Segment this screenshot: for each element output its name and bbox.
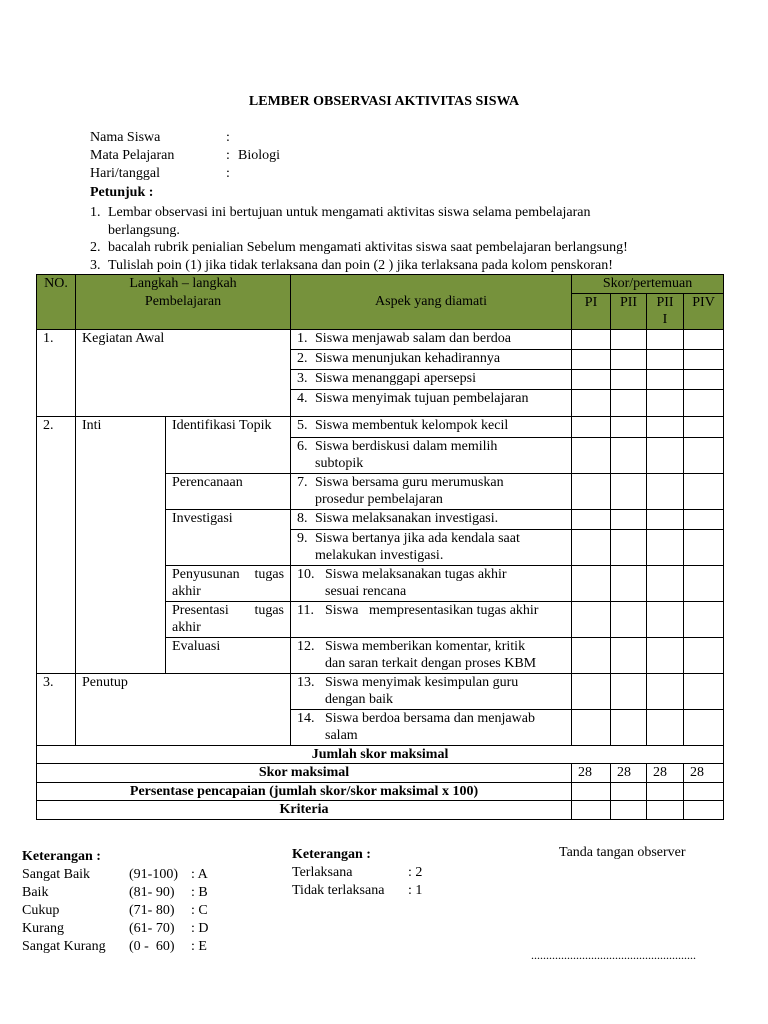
grading-row (22, 920, 209, 938)
header-p3-line: PII (656, 294, 674, 310)
aspect-cell (291, 509, 572, 529)
aspect-text (325, 674, 518, 709)
table-row (37, 673, 724, 709)
grade-label: Cukup (22, 903, 60, 918)
score-cell[interactable] (572, 329, 611, 349)
score-cell[interactable] (611, 637, 647, 673)
aspect-cell (291, 473, 572, 509)
grading-legend (22, 848, 209, 956)
aspect-text (325, 638, 536, 673)
aspect-line: Siswa bertanya jika ada kendala saat (315, 530, 520, 546)
score-cell[interactable] (611, 329, 647, 349)
aspect-text: Siswa mempresentasikan tugas akhir (325, 602, 539, 618)
substep-line: akhir (172, 584, 201, 599)
aspect-number: 1. (297, 330, 308, 346)
section-name: Penutup (76, 673, 291, 745)
score-cell[interactable] (647, 509, 684, 529)
score-cell[interactable] (611, 601, 647, 637)
score-legend-value: : 1 (408, 883, 423, 898)
info-colon: : (226, 166, 230, 181)
score-cell[interactable] (572, 637, 611, 673)
aspect-line: Siswa berdoa bersama dan menjawab (325, 710, 535, 726)
aspect-line: melakukan investigasi. (315, 548, 444, 563)
aspect-cell (291, 709, 572, 745)
grade-letter: : A (191, 867, 208, 882)
grade-range: (91-100) (129, 867, 178, 882)
aspect-number: 9. (297, 530, 308, 546)
section-number: 2. (37, 416, 76, 673)
substep-cell: Investigasi (166, 509, 291, 565)
score-legend-row (292, 864, 422, 882)
substep-cell: Perencanaan (166, 473, 291, 509)
aspect-number: 11. (297, 602, 314, 618)
aspect-number: 4. (297, 390, 308, 406)
score-legend-row (292, 882, 422, 900)
instructions-heading: Petunjuk : (90, 185, 154, 200)
aspect-line: Siswa memberikan komentar, kritik (325, 638, 526, 654)
score-cell[interactable] (572, 349, 611, 369)
score-cell[interactable] (647, 437, 684, 473)
grade-range: (81- 90) (129, 885, 175, 900)
header-aspek: Aspek yang diamati (291, 275, 572, 330)
aspect-text: Siswa menunjukan kehadirannya (315, 350, 501, 366)
score-legend-value: : 2 (408, 865, 423, 880)
score-cell[interactable] (611, 565, 647, 601)
score-cell[interactable] (572, 782, 611, 801)
substep-cell: Identifikasi Topik (166, 416, 291, 473)
score-cell[interactable] (684, 565, 724, 601)
score-cell[interactable] (572, 565, 611, 601)
aspect-text: Siswa menyimak tujuan pembelajaran (315, 390, 529, 406)
score-cell[interactable] (572, 369, 611, 389)
aspect-cell (291, 329, 572, 349)
aspect-line: Siswa berdiskusi dalam memilih (315, 438, 498, 454)
skor-maksimal-value: 28 (572, 764, 611, 783)
instruction-line: bacalah rubrik penialian Sebelum mengamati aktivitas siswa saat pembelajaran berlangsung! (108, 240, 628, 255)
info-colon: : (226, 130, 230, 145)
grading-row (22, 938, 209, 956)
signature-line[interactable]: ....................................................... (531, 948, 696, 962)
score-legend-label: Tidak terlaksana (292, 883, 385, 898)
header-p3 (647, 293, 684, 329)
aspect-text: Siswa membentuk kelompok kecil (315, 417, 509, 433)
score-cell[interactable] (647, 565, 684, 601)
score-cell[interactable] (684, 673, 724, 709)
header-skor: Skor/pertemuan (572, 275, 724, 294)
header-langkah (76, 275, 291, 330)
info-row-date (90, 165, 280, 183)
aspect-number: 14. (297, 710, 315, 726)
grading-row (22, 902, 209, 920)
table-row (37, 416, 724, 437)
aspect-cell (291, 565, 572, 601)
aspect-text (325, 710, 535, 745)
skor-maksimal-label: Skor maksimal (37, 764, 572, 783)
grading-row (22, 866, 209, 884)
observation-table (36, 274, 724, 820)
aspect-line: dengan baik (325, 692, 394, 707)
aspect-line: sesuai rencana (325, 584, 407, 599)
score-cell[interactable] (611, 389, 647, 416)
instruction-number: 2. (90, 240, 101, 255)
aspect-number: 5. (297, 417, 308, 433)
instruction-number: 3. (90, 257, 101, 273)
aspect-cell (291, 389, 572, 416)
score-cell[interactable] (611, 673, 647, 709)
grade-letter: : D (191, 921, 209, 936)
student-info (90, 129, 280, 183)
score-cell[interactable] (647, 473, 684, 509)
score-cell[interactable] (684, 473, 724, 509)
score-cell[interactable] (611, 509, 647, 529)
header-p1: PI (572, 293, 611, 329)
score-cell[interactable] (611, 369, 647, 389)
aspect-cell (291, 416, 572, 437)
aspect-number: 3. (297, 370, 308, 386)
score-cell[interactable] (647, 782, 684, 801)
instruction-item (90, 239, 690, 257)
score-cell[interactable] (611, 801, 647, 820)
table-row-jumlah (37, 745, 724, 764)
aspect-line: subtopik (315, 456, 364, 471)
aspect-number: 7. (297, 474, 308, 490)
grade-label: Kurang (22, 921, 64, 936)
grade-label: Baik (22, 885, 49, 900)
substep-line: akhir (172, 620, 201, 635)
aspect-number: 2. (297, 350, 308, 366)
aspect-number: 13. (297, 674, 315, 690)
aspect-text: Siswa menjawab salam dan berdoa (315, 330, 511, 346)
score-cell[interactable] (684, 709, 724, 745)
header-no: NO. (37, 275, 76, 330)
score-cell[interactable] (611, 349, 647, 369)
score-cell[interactable] (572, 601, 611, 637)
aspect-text (325, 566, 507, 601)
grading-legend-title: Keterangan : (22, 849, 101, 864)
grade-letter: : B (191, 885, 208, 900)
info-row-name (90, 129, 280, 147)
score-cell[interactable] (572, 801, 611, 820)
score-cell[interactable] (647, 349, 684, 369)
aspect-number: 12. (297, 638, 315, 654)
instruction-number: 1. (90, 205, 101, 220)
score-cell[interactable] (684, 437, 724, 473)
aspect-cell (291, 673, 572, 709)
score-cell[interactable] (647, 329, 684, 349)
score-cell[interactable] (684, 349, 724, 369)
aspect-text (315, 530, 520, 565)
info-row-subject (90, 147, 280, 165)
aspect-line: Siswa bersama guru merumuskan (315, 474, 504, 490)
score-cell[interactable] (611, 529, 647, 565)
section-name: Kegiatan Awal (76, 329, 291, 416)
instruction-text (108, 204, 590, 239)
instructions-list (90, 204, 690, 274)
score-cell[interactable] (572, 673, 611, 709)
table-row (37, 329, 724, 349)
instruction-item (90, 204, 690, 239)
score-cell[interactable] (572, 529, 611, 565)
score-legend-label: Terlaksana (292, 865, 353, 880)
score-cell[interactable] (572, 389, 611, 416)
aspect-line: Siswa melaksanakan tugas akhir (325, 566, 507, 582)
score-cell[interactable] (684, 601, 724, 637)
substep-line: Penyusunan tugas (172, 566, 285, 582)
grade-letter: : E (191, 939, 207, 954)
grade-label: Sangat Kurang (22, 939, 106, 954)
aspect-line: prosedur pembelajaran (315, 492, 443, 507)
score-cell[interactable] (647, 637, 684, 673)
score-cell[interactable] (611, 473, 647, 509)
score-cell[interactable] (684, 389, 724, 416)
aspect-cell (291, 601, 572, 637)
document-title: LEMBER OBSERVASI AKTIVITAS SISWA (248, 94, 520, 109)
aspect-number: 6. (297, 438, 308, 454)
score-cell[interactable] (611, 709, 647, 745)
score-cell[interactable] (572, 473, 611, 509)
instruction-line: Tulislah poin (1) jika tidak terlaksana dan poin (2 ) jika terlaksana pada kolom penskoran! (108, 257, 613, 273)
score-cell[interactable] (611, 782, 647, 801)
signature-label: Tanda tangan observer (559, 845, 686, 860)
aspect-line: Siswa menyimak kesimpulan guru (325, 674, 519, 690)
aspect-cell (291, 529, 572, 565)
grade-letter: : C (191, 903, 208, 918)
score-legend-title: Keterangan : (292, 847, 371, 862)
header-langkah-line: Langkah – langkah (129, 276, 237, 291)
section-name: Inti (76, 416, 166, 673)
aspect-number: 10. (297, 566, 315, 582)
skor-maksimal-value: 28 (611, 764, 647, 783)
grade-range: (71- 80) (129, 903, 175, 918)
aspect-number: 8. (297, 510, 308, 526)
aspect-text: Siswa menanggapi apersepsi (315, 370, 476, 386)
header-p3-line: I (662, 312, 668, 327)
score-cell[interactable] (572, 416, 611, 437)
score-cell[interactable] (684, 416, 724, 437)
score-legend (292, 846, 422, 900)
score-cell[interactable] (684, 782, 724, 801)
score-cell[interactable] (684, 509, 724, 529)
grade-range: (61- 70) (129, 921, 175, 936)
score-cell[interactable] (647, 389, 684, 416)
jumlah-label: Jumlah skor maksimal (37, 745, 724, 764)
info-label: Hari/tanggal (90, 166, 160, 181)
info-colon: : (226, 148, 230, 163)
substep-line: Presentasi tugas (172, 602, 285, 618)
aspect-text (315, 438, 497, 473)
instruction-line: Lembar observasi ini bertujuan untuk mengamati aktivitas siswa selama pembelajaran (108, 205, 591, 220)
info-label: Nama Siswa (90, 130, 161, 145)
kriteria-label: Kriteria (37, 801, 572, 820)
substep-cell (166, 601, 291, 637)
header-langkah-line: Pembelajaran (144, 293, 222, 309)
grade-label: Sangat Baik (22, 867, 91, 882)
instruction-line: berlangsung. (108, 222, 180, 238)
skor-maksimal-value: 28 (647, 764, 684, 783)
aspect-line: salam (325, 728, 358, 743)
score-cell[interactable] (611, 437, 647, 473)
score-cell[interactable] (647, 801, 684, 820)
header-p4: PIV (684, 293, 724, 329)
score-cell[interactable] (647, 673, 684, 709)
aspect-cell (291, 369, 572, 389)
score-cell[interactable] (647, 529, 684, 565)
score-cell[interactable] (647, 416, 684, 437)
score-cell[interactable] (684, 637, 724, 673)
grading-row (22, 884, 209, 902)
skor-maksimal-value: 28 (684, 764, 724, 783)
score-cell[interactable] (684, 329, 724, 349)
score-cell[interactable] (611, 416, 647, 437)
grade-range: (0 - 60) (129, 939, 175, 954)
table-row-persentase (37, 782, 724, 801)
score-cell[interactable] (647, 601, 684, 637)
info-label: Mata Pelajaran (90, 148, 175, 163)
aspect-cell (291, 349, 572, 369)
aspect-line: dan saran terkait dengan proses KBM (325, 656, 537, 671)
info-value: Biologi (238, 148, 281, 163)
aspect-text: Siswa melaksanakan investigasi. (315, 510, 499, 526)
section-number: 3. (37, 673, 76, 745)
substep-cell (166, 565, 291, 601)
score-cell[interactable] (684, 369, 724, 389)
score-cell[interactable] (647, 369, 684, 389)
score-cell[interactable] (684, 529, 724, 565)
score-cell[interactable] (572, 709, 611, 745)
substep-cell: Evaluasi (166, 637, 291, 673)
header-p2: PII (611, 293, 647, 329)
score-cell[interactable] (684, 801, 724, 820)
score-cell[interactable] (572, 437, 611, 473)
aspect-text (315, 474, 504, 509)
persentase-label: Persentase pencapaian (jumlah skor/skor maksimal x 100) (37, 782, 572, 801)
table-row-kriteria (37, 801, 724, 820)
aspect-cell (291, 437, 572, 473)
table-row-skor-maksimal (37, 764, 724, 783)
score-cell[interactable] (572, 509, 611, 529)
score-cell[interactable] (647, 709, 684, 745)
section-number: 1. (37, 329, 76, 416)
aspect-cell (291, 637, 572, 673)
instruction-item (90, 257, 690, 275)
